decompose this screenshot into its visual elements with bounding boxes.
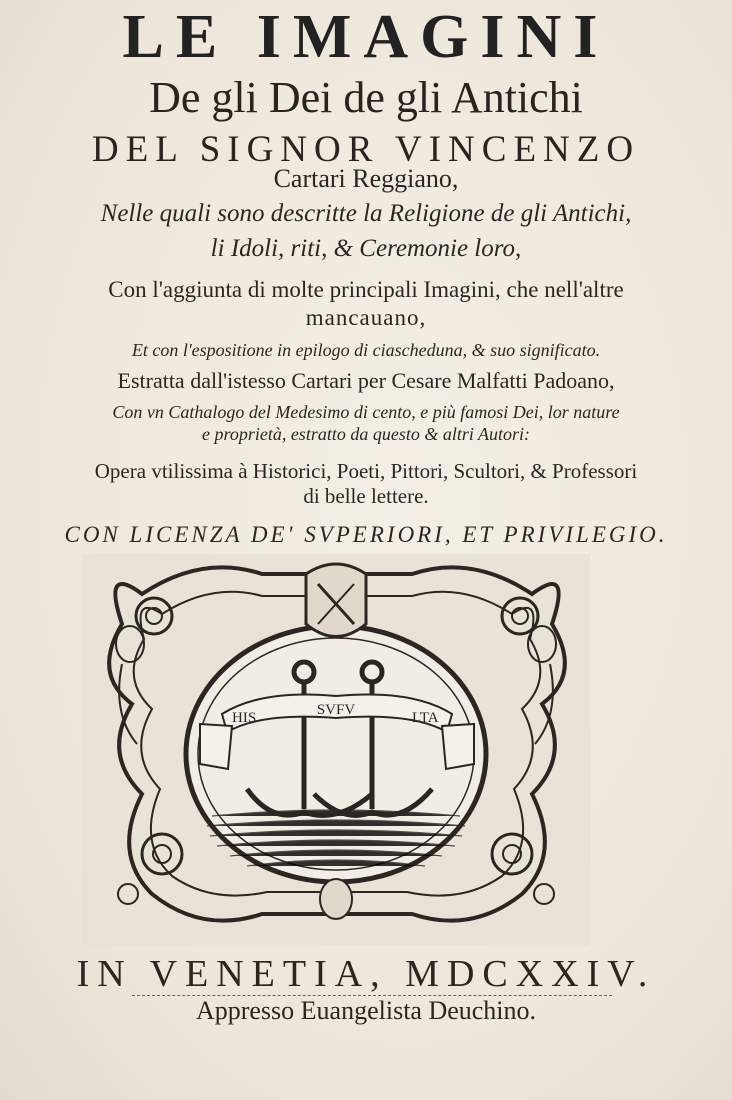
author-line: DEL SIGNOR VINCENZO xyxy=(91,129,641,170)
editor-line: Estratta dall'istesso Cartari per Cesare Malfatti Padoano, xyxy=(117,368,615,393)
exposition-line: Et con l'espositione in epilogo di ciascheduna, & suo significato. xyxy=(131,340,601,360)
printer-device-emblem xyxy=(82,554,590,946)
addition-line-1: Con l'aggiunta di molte principali Imagini, che nell'altre xyxy=(108,277,624,302)
audience-line-1: Opera vtilissima à Historici, Poeti, Pittori, Scultori, & Professori xyxy=(94,459,638,483)
main-title: LE IMAGINI xyxy=(122,3,610,71)
subtitle: De gli Dei de gli Antichi xyxy=(149,73,583,122)
banner-center-text: SVFV xyxy=(316,702,356,718)
audience-line-2: di belle lettere. xyxy=(303,484,429,508)
description-line-2: li Idoli, riti, & Ceremonie loro, xyxy=(210,235,522,262)
catalogue-line-1: Con vn Cathalogo del Medesimo di cento, e più famosi Dei, lor nature xyxy=(112,402,620,422)
author-origin: Cartari Reggiano, xyxy=(273,164,459,193)
banner-right-text: LTA xyxy=(412,710,439,726)
anchor-emblem-illustration xyxy=(82,554,590,946)
imprint-printer: Appresso Euangelista Deuchino. xyxy=(195,996,537,1025)
imprint-place-date: IN VENETIA, MDCXXIV. xyxy=(76,953,656,995)
description-line-1: Nelle quali sono descritte la Religione de gli Antichi, xyxy=(100,200,632,227)
addition-line-2: mancauano, xyxy=(305,305,427,330)
license-line: CON LICENZA DE' SVPERIORI, ET PRIVILEGIO. xyxy=(64,522,668,547)
banner-left-text: HIS xyxy=(232,710,257,726)
catalogue-line-2: e proprietà, estratto da questo & altri Autori: xyxy=(202,424,530,444)
